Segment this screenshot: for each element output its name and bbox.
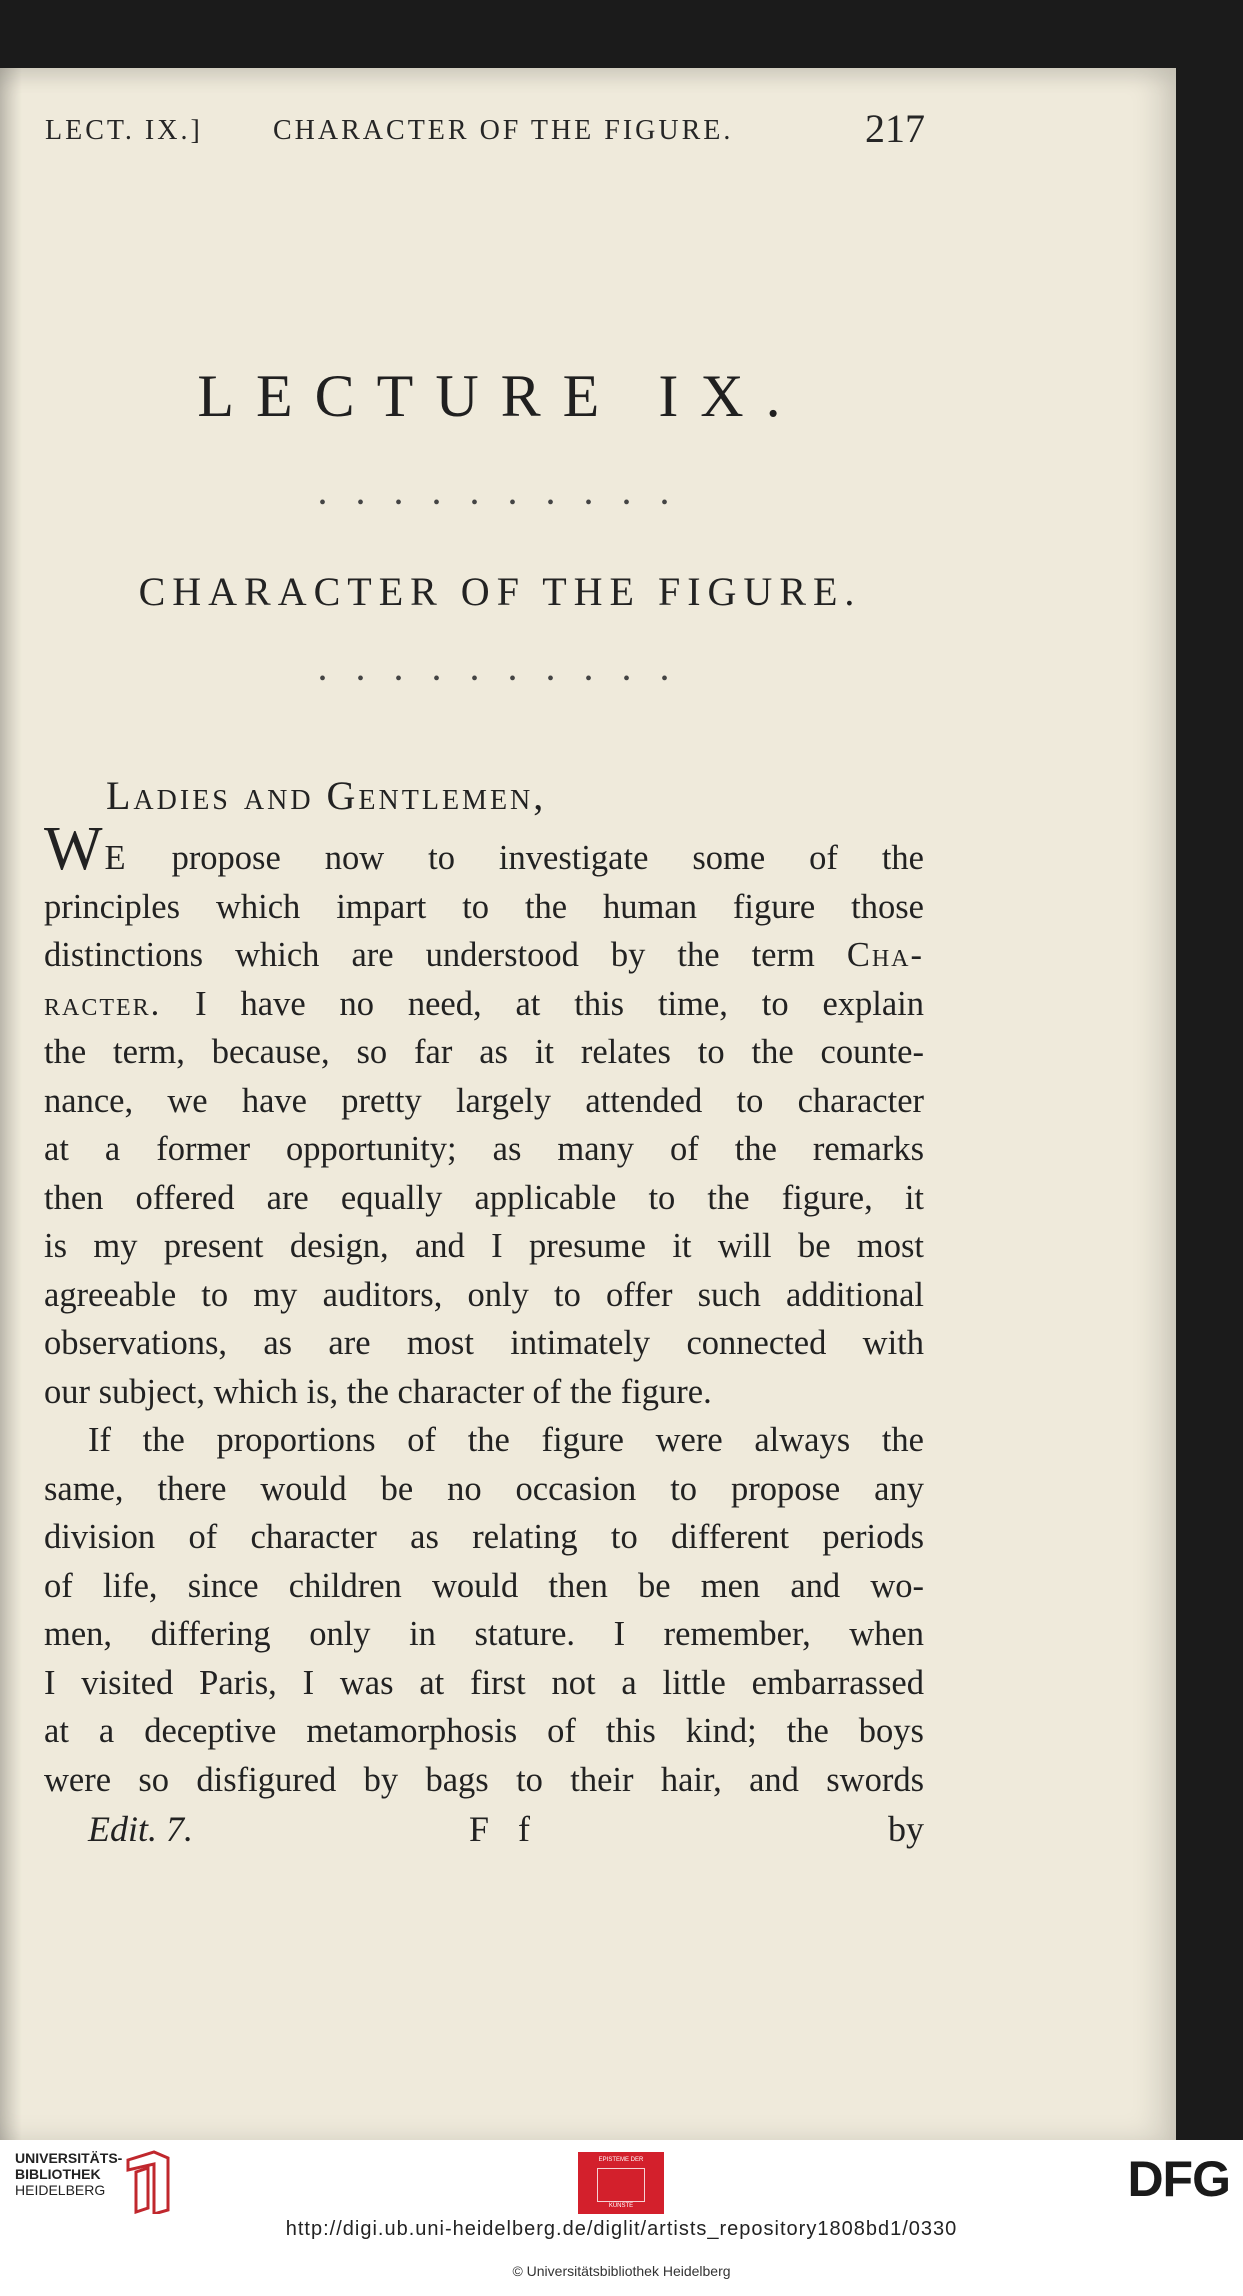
small-caps-text: Cha- [846,936,924,974]
text-line: the term, because, so far as it relates to the counte- [44,1033,924,1071]
salutation: Ladies and Gentlemen, [106,773,547,818]
text-line: division of character as relating to different periods [44,1518,924,1556]
running-head-title: CHARACTER OF THE FIGURE. [273,115,734,146]
text-line [44,980,924,1029]
logo-text-line: EPISTEME DER [598,2157,644,2163]
text-line-content: distinctions which are understood by the term [44,936,847,974]
university-library-emblem-icon [124,2150,172,2214]
running-head-lecture: LECT. IX.] [45,115,203,146]
page-footer [44,1808,924,1858]
text-line: were so disfigured by bags to their hair, and swords [44,1760,924,1799]
text-line: nance, we have pretty largely attended to character [44,1081,924,1120]
drop-cap: W [44,815,105,883]
small-caps-text: E [104,839,128,877]
text-line [44,931,924,980]
running-head [45,105,925,165]
episteme-logo[interactable] [578,2152,664,2214]
lecture-title: LECTURE IX. [197,363,803,429]
text-line: men, differing only in stature. I remember, when [44,1615,924,1653]
text-line-content: propose now to investigate some of the [127,839,924,877]
ornament-row-bottom: • • • • • • • • • • [318,668,682,690]
text-line: at a former opportunity; as many of the remarks [44,1130,924,1168]
text-line: If the proportions of the figure were always the [88,1421,924,1459]
logo-emblem-frame [597,2168,645,2202]
text-line: then offered are equally applicable to the figure, it [44,1178,924,1217]
text-line: of life, since children would then be men and wo- [44,1566,924,1605]
body-text [44,815,924,1804]
section-title: CHARACTER OF THE FIGURE. [138,569,862,614]
text-line: observations, as are most intimately connected with [44,1324,924,1362]
text-line [44,815,924,883]
dfg-logo[interactable]: DFG [1127,2151,1230,2207]
ornament-row-top: • • • • • • • • • • [318,492,682,514]
signature-mark: F f [469,1809,541,1849]
logo-text-line: HEIDELBERG [15,2182,106,2198]
logo-text-line: BIBLIOTHEK [15,2166,101,2182]
text-line-content: I have no need, at this time, to explain [161,984,924,1023]
logo-text-line: UNIVERSITÄTS- [15,2150,123,2166]
copyright-notice: © Universitätsbibliothek Heidelberg [512,2263,731,2279]
text-line: agreeable to my auditors, only to offer such additional [44,1275,924,1314]
text-line: same, there would be no occasion to propose any [44,1469,924,1508]
text-line: at a deceptive metamorphosis of this kind; the boys [44,1712,924,1750]
text-line: our subject, which is, the character of the figure. [44,1372,712,1411]
page-number: 217 [865,106,925,151]
catchword: by [888,1809,924,1849]
permalink-url[interactable]: http://digi.ub.uni-heidelberg.de/diglit/artists_repository1808bd1/0330 [285,2218,958,2240]
small-caps-text: racter. [44,984,162,1023]
text-line: is my present design, and I presume it will be most [44,1227,924,1265]
university-library-logo[interactable] [15,2150,125,2198]
text-line: I visited Paris, I was at first not a little embarrassed [44,1663,924,1702]
logo-text-line: KÜNSTE [608,2203,634,2209]
text-line: principles which impart to the human figure those [44,887,924,926]
edition-note: Edit. 7. [88,1809,193,1849]
